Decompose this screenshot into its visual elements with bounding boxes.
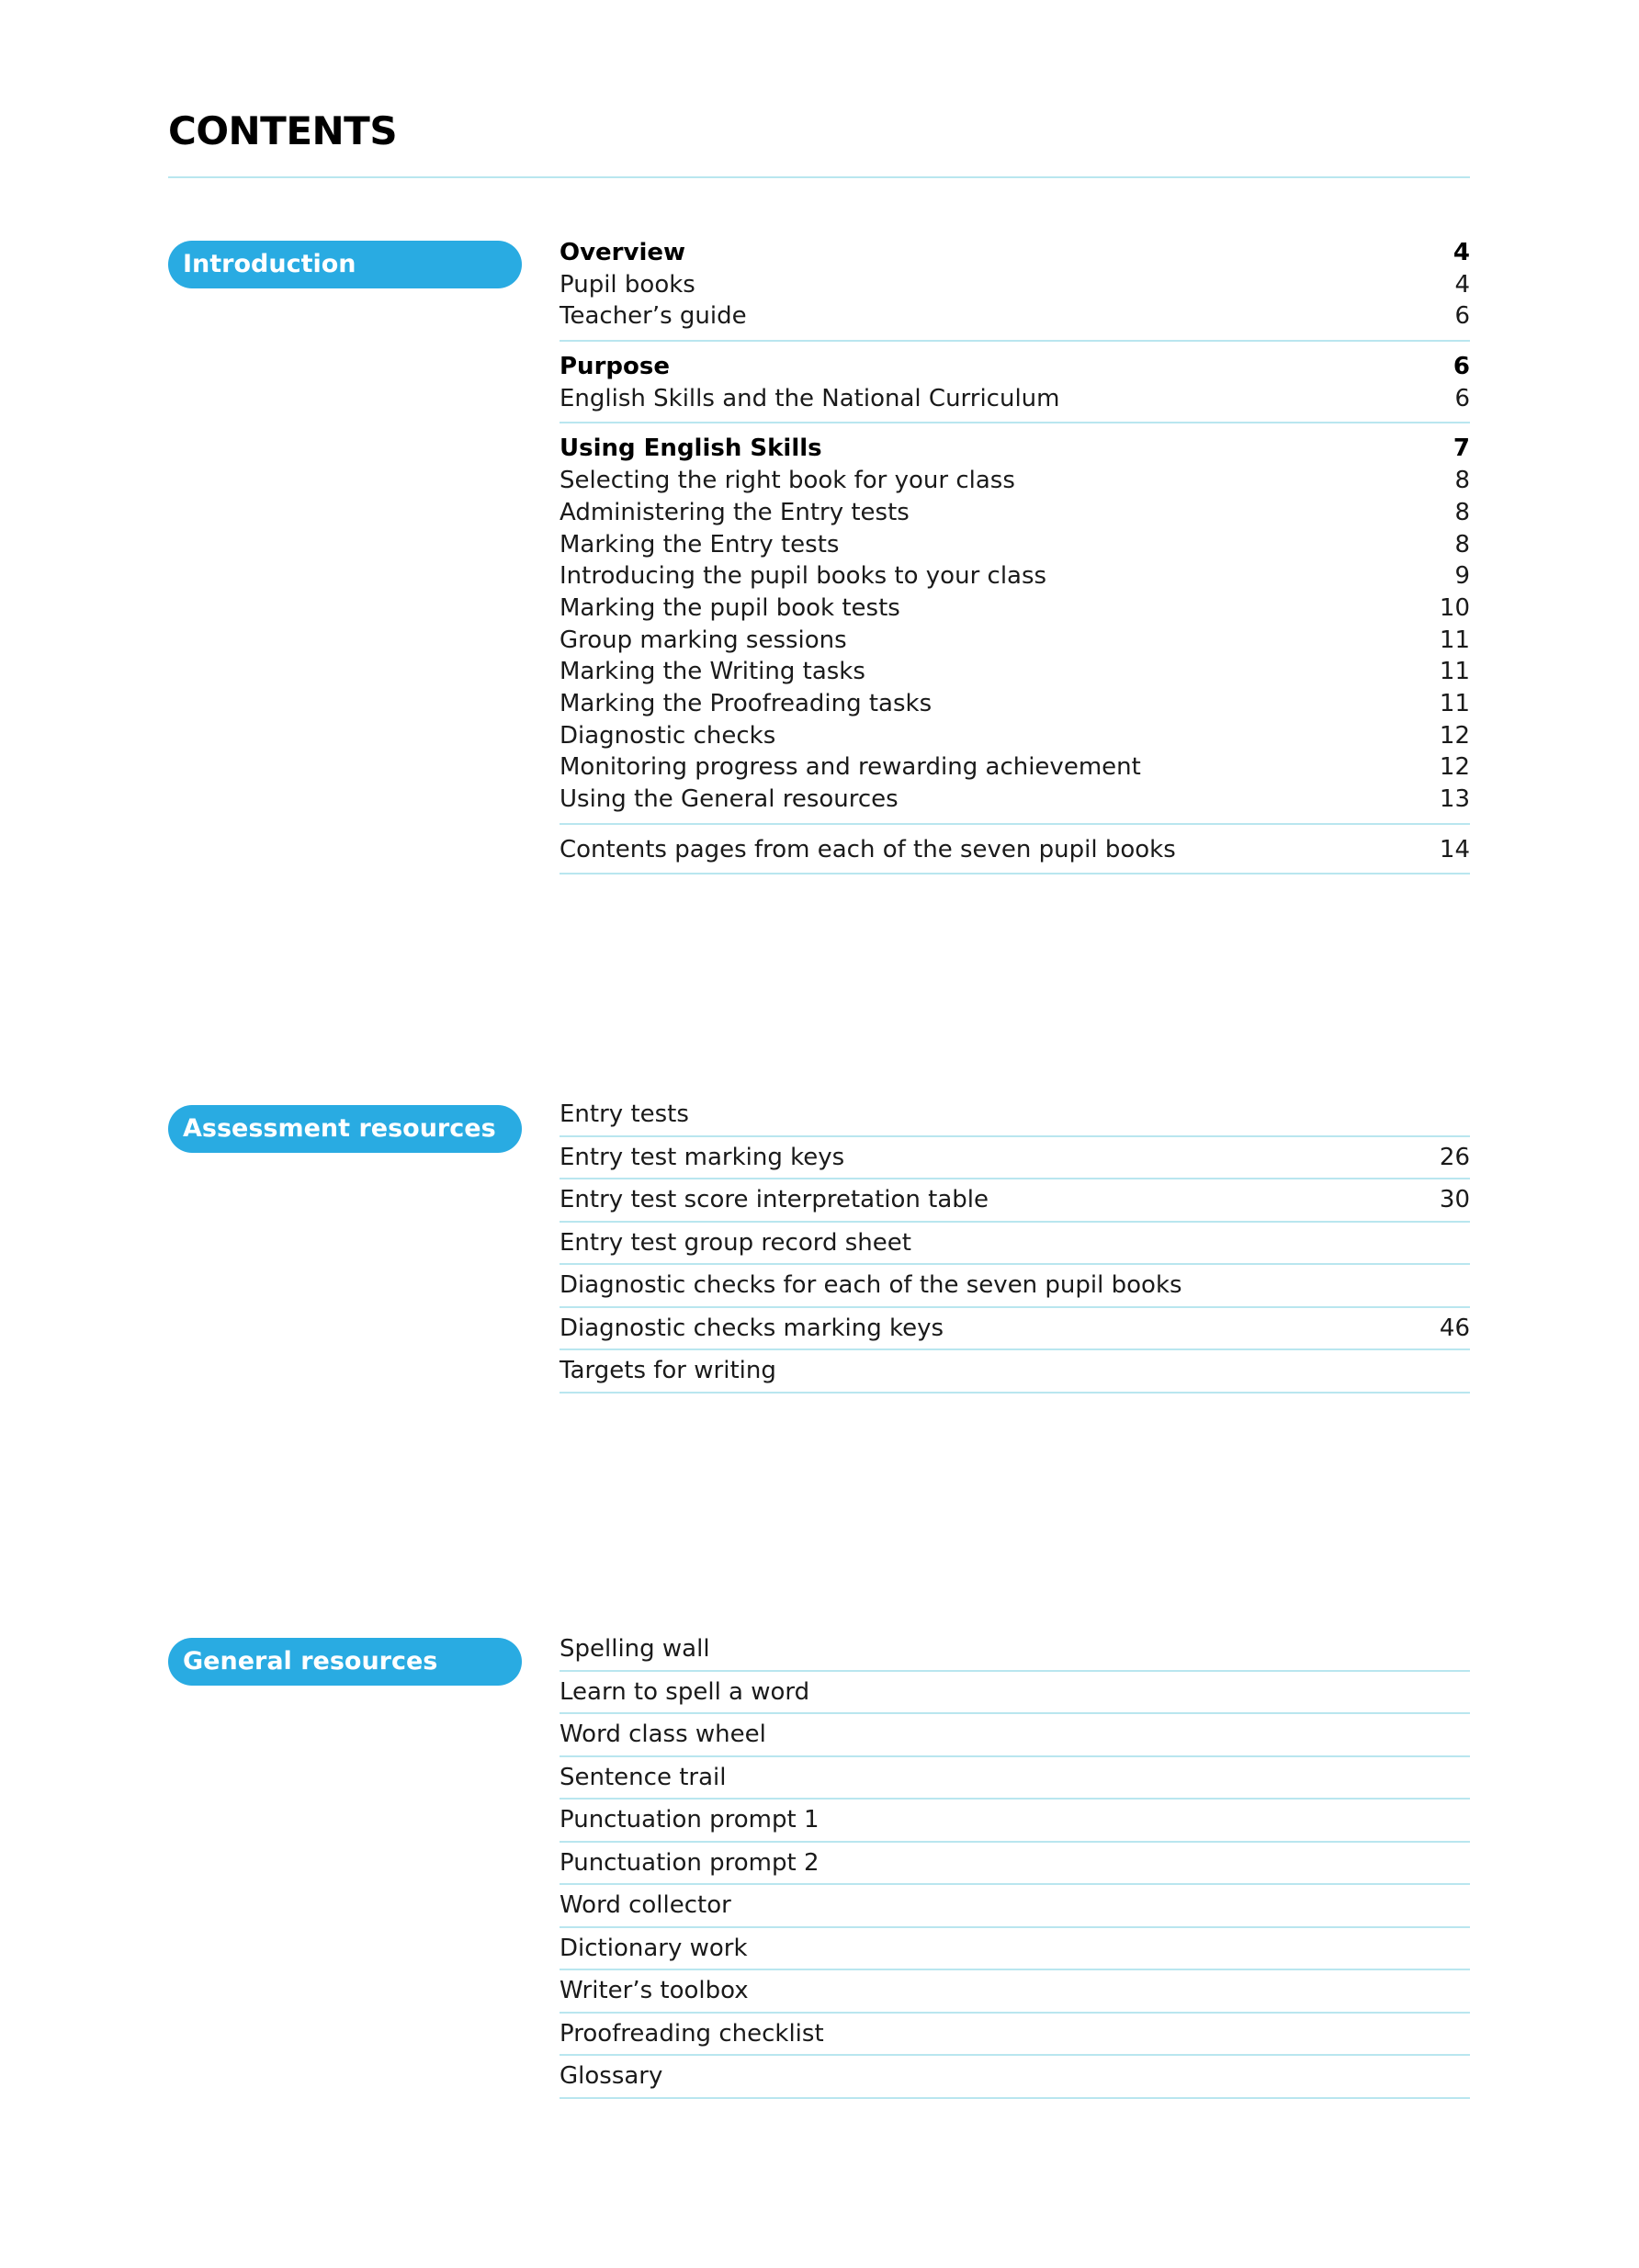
toc-heading-title: Overview	[560, 239, 686, 266]
toc-entry-title: Marking the Writing tasks	[560, 658, 865, 686]
toc-entry-title: Entry tests	[560, 1100, 689, 1129]
toc-entry-title: Word class wheel	[560, 1721, 766, 1749]
toc-entry-row	[560, 497, 1470, 529]
toc-entry-title: Contents pages from each of the seven pupil books	[560, 835, 1176, 863]
toc-group	[560, 433, 1470, 824]
toc-entry-title: Entry test score interpretation table	[560, 1186, 989, 1214]
toc-entry-title: Targets for writing	[560, 1357, 776, 1385]
toc-entry-title: Entry test marking keys	[560, 1143, 845, 1171]
assessment-label: Assessment resources	[168, 1105, 522, 1153]
toc-page-number: 46	[1439, 1314, 1470, 1342]
toc-heading-row	[560, 351, 1470, 383]
toc-entry-row	[560, 383, 1470, 415]
toc-page-number: 11	[1439, 626, 1470, 654]
toc-entry-title: Using the General resources	[560, 785, 899, 813]
toc-page-number: 4	[1454, 270, 1470, 299]
toc-entry-row	[560, 1714, 1470, 1757]
toc-group	[560, 351, 1470, 423]
toc-entry-title: Pupil books	[560, 270, 695, 299]
general-label: General resources	[168, 1638, 522, 1686]
toc-entry-title: Diagnostic checks	[560, 721, 776, 750]
toc-entry-row	[560, 1629, 1470, 1672]
toc-entry-title: Proofreading checklist	[560, 2019, 824, 2048]
toc-page-number: 7	[1452, 434, 1470, 463]
toc-entry-row	[560, 625, 1470, 657]
toc-page-number: 26	[1439, 1143, 1470, 1171]
toc-entry-row	[560, 529, 1470, 561]
toc-entry-row	[560, 1265, 1470, 1308]
toc-entry-title: Teacher’s guide	[560, 302, 747, 331]
toc-entry-title: Marking the Entry tests	[560, 530, 840, 559]
toc-page-number: 9	[1454, 562, 1470, 591]
toc-page-number: 11	[1439, 658, 1470, 686]
toc-entry-title: Dictionary work	[560, 1934, 748, 1962]
toc-entry-title: Word collector	[560, 1891, 731, 1920]
toc-page-number: 4	[1452, 239, 1470, 266]
toc-page-number: 6	[1454, 384, 1470, 412]
toc-entry-row	[560, 1885, 1470, 1928]
toc-entry-row	[560, 751, 1470, 784]
toc-entry-row	[560, 1970, 1470, 2014]
toc-page-number: 12	[1439, 753, 1470, 782]
toc-entry-row	[560, 465, 1470, 497]
toc-entry-title: Entry test group record sheet	[560, 1228, 911, 1257]
toc-heading-title: Purpose	[560, 353, 670, 381]
toc-entry-row	[560, 1094, 1470, 1137]
toc-page-number: 13	[1439, 785, 1470, 813]
toc-entry-title: Administering the Entry tests	[560, 498, 910, 526]
toc-entry-row	[560, 1350, 1470, 1394]
toc-group	[560, 237, 1470, 342]
toc-page-number: 30	[1439, 1186, 1470, 1214]
toc-entry-row	[560, 1757, 1470, 1800]
toc-entry-row	[560, 834, 1470, 866]
toc-entry-title: Diagnostic checks for each of the seven pupil books	[560, 1271, 1182, 1300]
toc-entry-row	[560, 1137, 1470, 1180]
toc-entry-title: Introducing the pupil books to your class	[560, 562, 1047, 591]
toc-entry-row	[560, 592, 1470, 625]
toc-entry-row	[560, 784, 1470, 816]
assessment-toc	[560, 1094, 1470, 1394]
toc-entry-title: Glossary	[560, 2062, 663, 2091]
toc-entry-row	[560, 269, 1470, 301]
toc-page-number: 8	[1454, 467, 1470, 495]
toc-entry-title: Diagnostic checks marking keys	[560, 1314, 944, 1342]
toc-entry-row	[560, 688, 1470, 720]
toc-entry-title: Sentence trail	[560, 1763, 727, 1791]
toc-entry-row	[560, 1928, 1470, 1971]
toc-heading-row	[560, 433, 1470, 465]
introduction-label: Introduction	[168, 241, 522, 288]
toc-entry-title: Marking the pupil book tests	[560, 593, 900, 622]
toc-page-number: 6	[1452, 353, 1470, 381]
toc-page-number: 8	[1454, 530, 1470, 559]
toc-entry-row	[560, 560, 1470, 592]
introduction-toc	[560, 237, 1470, 884]
title-divider	[168, 176, 1470, 178]
toc-entry-row	[560, 656, 1470, 688]
toc-entry-title: Spelling wall	[560, 1635, 710, 1664]
toc-entry-title: Selecting the right book for your class	[560, 467, 1015, 495]
toc-page-number: 6	[1454, 302, 1470, 331]
toc-entry-title: Marking the Proofreading tasks	[560, 689, 933, 717]
toc-entry-row	[560, 1308, 1470, 1351]
page-title: CONTENTS	[168, 108, 398, 153]
toc-entry-title: Monitoring progress and rewarding achievement	[560, 753, 1141, 782]
toc-page-number: 11	[1439, 689, 1470, 717]
toc-page-number: 14	[1439, 835, 1470, 863]
toc-entry-row	[560, 300, 1470, 333]
toc-entry-title: Writer’s toolbox	[560, 1977, 749, 2005]
toc-page-number: 12	[1439, 721, 1470, 750]
toc-entry-title: English Skills and the National Curriculum	[560, 384, 1060, 412]
toc-entry-row	[560, 1179, 1470, 1223]
toc-entry-row	[560, 2014, 1470, 2057]
toc-entry-row	[560, 1800, 1470, 1843]
toc-heading-row	[560, 237, 1470, 269]
toc-entry-row	[560, 720, 1470, 752]
toc-entry-row	[560, 2056, 1470, 2099]
toc-group	[560, 834, 1470, 875]
toc-entry-title: Group marking sessions	[560, 626, 847, 654]
toc-entry-title: Learn to spell a word	[560, 1677, 810, 1706]
toc-heading-title: Using English Skills	[560, 434, 822, 463]
toc-entry-row	[560, 1843, 1470, 1886]
toc-page-number: 8	[1454, 498, 1470, 526]
toc-entry-row	[560, 1672, 1470, 1715]
toc-entry-title: Punctuation prompt 1	[560, 1806, 820, 1834]
toc-page-number: 10	[1439, 593, 1470, 622]
toc-entry-row	[560, 1223, 1470, 1266]
toc-entry-title: Punctuation prompt 2	[560, 1848, 820, 1877]
general-toc	[560, 1629, 1470, 2099]
